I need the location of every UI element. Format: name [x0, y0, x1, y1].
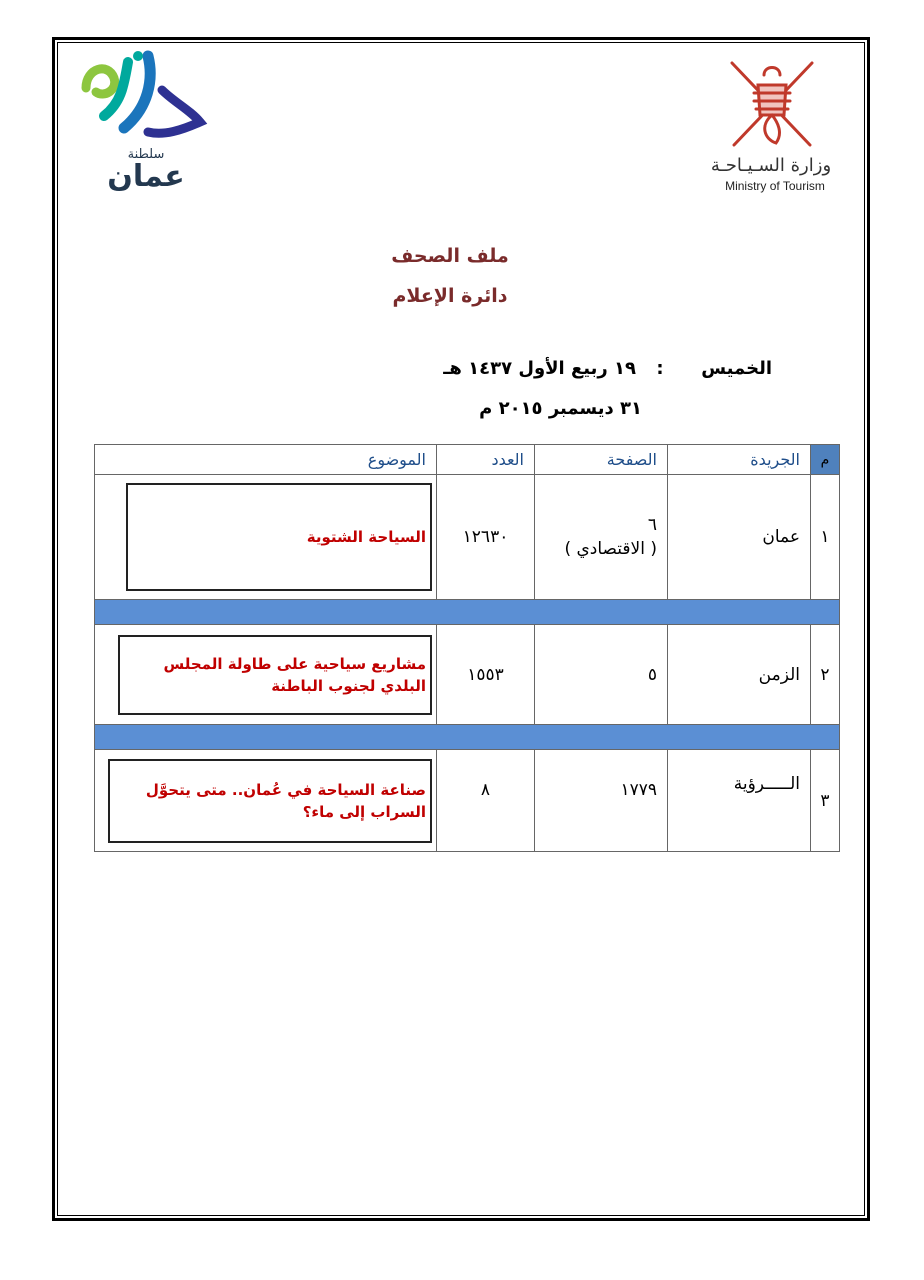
- row-issue: ١٢٦٣٠: [437, 475, 535, 600]
- date-day: الخميس: [701, 358, 772, 379]
- ministry-name-english: Ministry of Tourism: [725, 179, 825, 193]
- row-subject: [126, 483, 432, 591]
- row-page-note: ( الاقتصادي ): [564, 539, 657, 559]
- row-index: ١: [811, 475, 840, 600]
- row-issue: ٨: [437, 750, 535, 852]
- table-row: [95, 625, 840, 725]
- row-subject-cell: [95, 750, 437, 852]
- oman-swirl-icon: [78, 50, 208, 150]
- newspaper-table: [94, 444, 840, 852]
- row-page: ١٧٧٩: [535, 750, 668, 852]
- date-hijri: ١٩ ربيع الأول ١٤٣٧ هـ: [443, 358, 636, 379]
- page-title: ملف الصحف: [391, 245, 509, 267]
- row-subject-text: مشاريع سياحية على طاولة المجلس البلدي لجنوب الباطنة: [163, 654, 426, 695]
- oman-wordmark-small: سلطنة: [127, 147, 165, 162]
- khanjar-emblem-icon: [724, 55, 820, 153]
- table-separator: [95, 725, 840, 750]
- row-index: ٢: [811, 625, 840, 725]
- header-issue: العدد: [437, 445, 535, 475]
- table-header-row: [95, 445, 840, 475]
- row-newspaper: الزمن: [668, 625, 811, 725]
- table-row: [95, 475, 840, 600]
- ministry-of-tourism-logo: [700, 55, 850, 200]
- header-subject: الموضوع: [95, 445, 437, 475]
- oman-wordmark-big: عمان: [107, 159, 185, 194]
- row-subject-text: السياحة الشتوية: [306, 528, 426, 546]
- ministry-name-arabic: وزارة السـيـاحـة: [710, 155, 832, 176]
- row-subject: [118, 635, 432, 715]
- row-issue: ١٥٥٣: [437, 625, 535, 725]
- row-subject-cell: [95, 625, 437, 725]
- date-colon: :: [656, 358, 664, 379]
- row-index: ٣: [811, 750, 840, 852]
- page-subtitle: دائرة الإعلام: [392, 285, 508, 307]
- table-separator: [95, 600, 840, 625]
- row-page: ٥: [535, 625, 668, 725]
- oman-wordmark: [96, 148, 196, 192]
- row-subject-cell: [95, 475, 437, 600]
- table-row: [95, 750, 840, 852]
- date-gregorian: ٣١ ديسمبر ٢٠١٥ م: [479, 398, 642, 419]
- header-newspaper: الجريدة: [668, 445, 811, 475]
- row-newspaper: عمان: [668, 475, 811, 600]
- row-newspaper: الـــــرؤية: [668, 750, 811, 852]
- header-page: الصفحة: [535, 445, 668, 475]
- row-page: [535, 475, 668, 600]
- row-subject-text: صناعة السياحة في عُمان.. متى يتحوَّل السراب إلى ماء؟: [145, 780, 426, 821]
- header-index: م: [811, 445, 840, 475]
- oman-brand-logo: [78, 50, 208, 194]
- row-page-number: ٦: [647, 515, 657, 535]
- row-subject: [108, 759, 432, 843]
